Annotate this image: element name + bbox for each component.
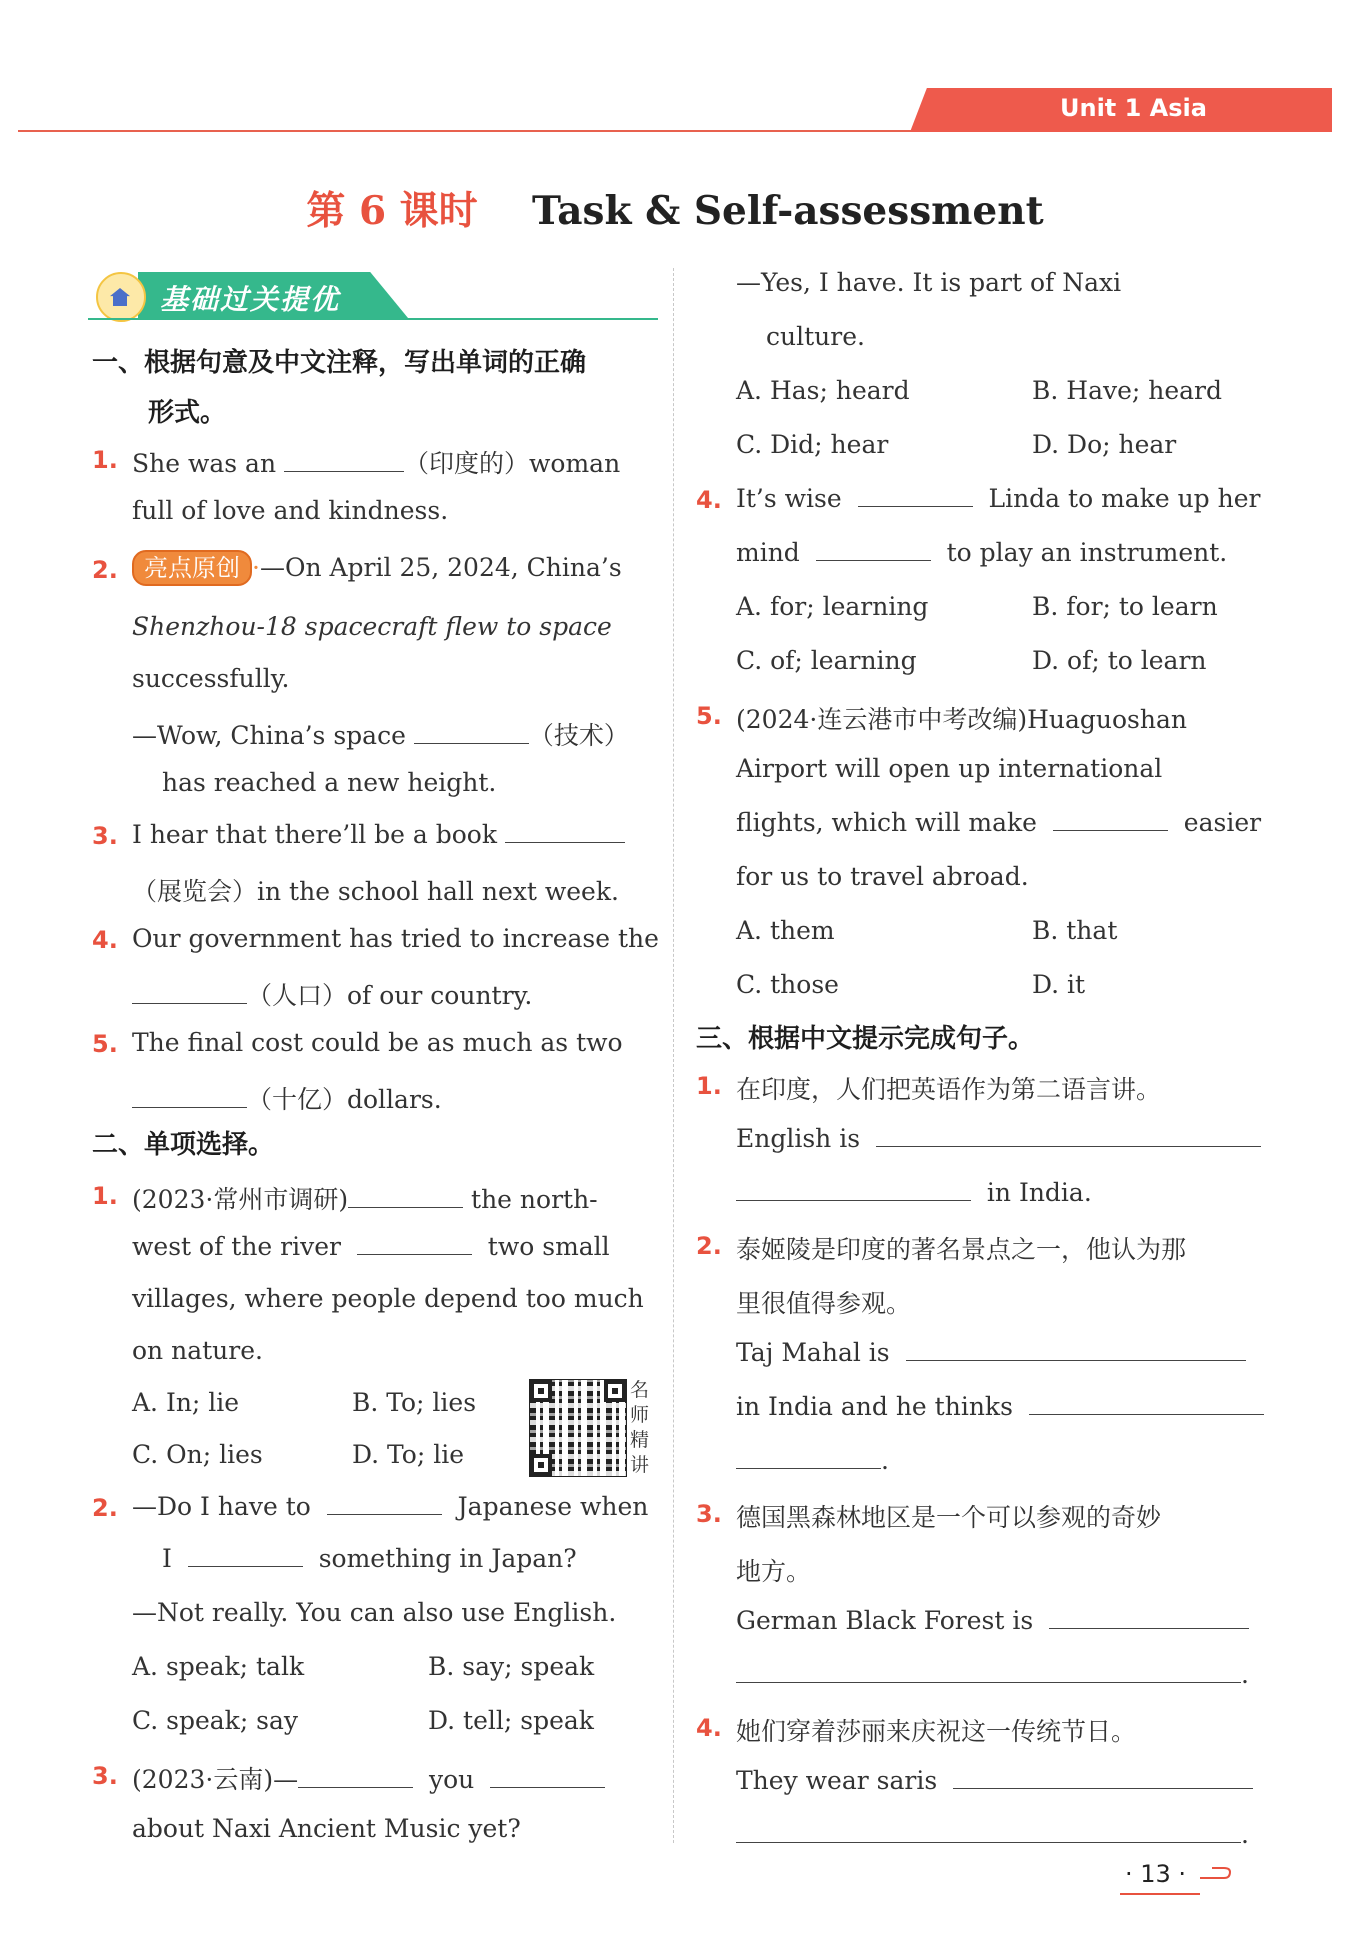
page-number-text: · 13 · [1125, 1860, 1187, 1888]
question-text [736, 1820, 1249, 1849]
question-text [736, 538, 1227, 567]
question-text [132, 820, 625, 849]
answer-blank[interactable] [298, 1765, 413, 1788]
text: in India. [986, 1178, 1092, 1207]
text: —Do I have to [132, 1492, 311, 1521]
lesson-number: 第 6 课时 [306, 188, 478, 234]
item-number: 4. [696, 1714, 722, 1742]
answer-blank[interactable] [1053, 808, 1168, 831]
qr-finder [530, 1380, 552, 1402]
question-text [736, 484, 1260, 513]
question-text [132, 1492, 648, 1521]
text: （十亿）dollars. [247, 1085, 442, 1114]
page-title [0, 180, 1350, 236]
question-text [132, 444, 620, 480]
question-text: successfully. [132, 664, 290, 693]
answer-blank[interactable] [132, 981, 247, 1004]
question-text: full of love and kindness. [132, 496, 449, 525]
answer-blank[interactable] [953, 1766, 1253, 1789]
option-c[interactable]: C. speak; say [132, 1706, 299, 1735]
question-text: (2024·连云港市中考改编)Huaguoshan [736, 705, 1187, 734]
text: （技术） [528, 721, 629, 750]
answer-blank[interactable] [816, 538, 931, 561]
answer-blank[interactable] [490, 1765, 605, 1788]
text: . [1241, 1660, 1249, 1689]
answer-blank[interactable] [736, 1446, 881, 1469]
section-1-heading-cont: 形式。 [148, 398, 227, 428]
question-text [132, 1080, 442, 1116]
option-a[interactable]: A. In; lie [132, 1388, 240, 1417]
text: something in Japan? [318, 1544, 577, 1573]
chinese-prompt: 地方。 [736, 1557, 812, 1586]
answer-blank[interactable] [876, 1124, 1261, 1147]
question-text [736, 1446, 889, 1475]
question-text: （展览会）in the school hall next week. [132, 877, 619, 906]
question-text: on nature. [132, 1336, 263, 1365]
text: （印度的）woman [404, 449, 621, 478]
page-number-rule [1120, 1893, 1200, 1895]
question-text: Shenzhou-18 spacecraft flew to space [132, 612, 612, 641]
text: easier [1183, 808, 1262, 837]
qr-finder [530, 1454, 552, 1476]
question-text [736, 1392, 1264, 1421]
text: English is [736, 1124, 861, 1153]
text: I hear that there’ll be a book [132, 820, 497, 849]
text: —On April 25, 2024, China’s [259, 553, 622, 582]
arrow-icon [1198, 1866, 1232, 1884]
answer-blank[interactable] [414, 721, 529, 744]
question-text [132, 1180, 598, 1216]
answer-blank[interactable] [188, 1544, 303, 1567]
question-text [736, 1338, 1246, 1367]
item-number: 4. [696, 486, 722, 514]
text: west of the river [132, 1232, 341, 1261]
option-c[interactable]: C. On; lies [132, 1440, 263, 1469]
option-d[interactable]: D. it [1032, 970, 1086, 999]
banner-label: 基础过关提优 [160, 283, 341, 316]
answer-blank[interactable] [736, 1178, 971, 1201]
option-a[interactable]: A. Has; heard [736, 376, 910, 405]
text: in India and he thinks [736, 1392, 1013, 1421]
text: She was an [132, 449, 277, 478]
question-text: villages, where people depend too much [132, 1284, 644, 1313]
question-text: 亮点原创 ·—On April 25, 2024, China’s [132, 550, 622, 586]
question-text [736, 1766, 1253, 1795]
question-text [132, 1760, 605, 1796]
qr-label: 名师精讲 [630, 1379, 650, 1476]
item-number: 3. [92, 1762, 118, 1790]
item-number: 4. [92, 926, 118, 954]
answer-blank[interactable] [348, 1185, 463, 1208]
item-number: 3. [92, 822, 118, 850]
option-b[interactable]: B. Have; heard [1032, 376, 1223, 405]
text: two small [487, 1232, 610, 1261]
lesson-title: Task & Self-assessment [531, 188, 1044, 234]
section-2-heading: 二、单项选择。 [92, 1130, 275, 1160]
column-divider [673, 268, 674, 1843]
question-text: about Naxi Ancient Music yet? [132, 1814, 521, 1843]
question-text: Airport will open up international [736, 754, 1163, 783]
text: . [881, 1446, 889, 1475]
text: —Wow, China’s space [132, 721, 406, 750]
text: Taj Mahal is [736, 1338, 890, 1367]
question-text: Our government has tried to increase the [132, 924, 659, 953]
page-number [1125, 1860, 1232, 1888]
chinese-prompt: 德国黑森林地区是一个可以参观的奇妙 [736, 1503, 1162, 1532]
answer-blank[interactable] [906, 1338, 1246, 1361]
question-text [736, 808, 1261, 837]
text: I [162, 1544, 172, 1573]
chinese-prompt: 在印度，人们把英语作为第二语言讲。 [736, 1075, 1162, 1104]
option-c[interactable]: C. of; learning [736, 646, 917, 675]
option-b[interactable]: B. that [1032, 916, 1118, 945]
text: . [1241, 1820, 1249, 1849]
qr-finder [604, 1380, 626, 1402]
option-d[interactable]: D. To; lie [352, 1440, 464, 1469]
answer-blank[interactable] [505, 820, 625, 843]
question-text: —Not really. You can also use English. [132, 1598, 617, 1627]
item-number: 3. [696, 1500, 722, 1528]
text: （人口）of our country. [247, 981, 533, 1010]
item-number: 1. [92, 1182, 118, 1210]
option-a[interactable]: A. for; learning [736, 592, 929, 621]
item-number: 2. [92, 556, 118, 584]
option-c[interactable]: C. those [736, 970, 839, 999]
item-number: 5. [696, 702, 722, 730]
item-number: 1. [696, 1072, 722, 1100]
answer-blank[interactable] [1029, 1392, 1264, 1415]
question-text [736, 1124, 1261, 1153]
text: German Black Forest is [736, 1606, 1034, 1635]
chinese-prompt: 泰姬陵是印度的著名景点之一，他认为那 [736, 1235, 1187, 1264]
option-d[interactable]: D. of; to learn [1032, 646, 1207, 675]
answer-blank[interactable] [132, 1085, 247, 1108]
item-number: 5. [92, 1030, 118, 1058]
question-text: The final cost could be as much as two [132, 1028, 623, 1057]
question-text [736, 1660, 1249, 1689]
answer-blank[interactable] [284, 449, 404, 472]
text: It’s wise [736, 484, 842, 513]
question-text [132, 716, 629, 752]
item-number: 2. [696, 1232, 722, 1260]
text: Japanese when [457, 1492, 649, 1521]
text: Linda to make up her [988, 484, 1261, 513]
answer-blank[interactable] [858, 484, 973, 507]
option-b[interactable]: B. for; to learn [1032, 592, 1218, 621]
text: the north- [471, 1185, 598, 1214]
option-d[interactable]: D. tell; speak [428, 1706, 594, 1735]
section-3-heading: 三、根据中文提示完成句子。 [696, 1024, 1035, 1054]
chinese-prompt: 里很值得参观。 [736, 1289, 912, 1318]
answer-blank[interactable] [1049, 1606, 1249, 1629]
chinese-prompt: 她们穿着莎丽来庆祝这一传统节日。 [736, 1717, 1137, 1746]
question-text: has reached a new height. [162, 768, 497, 797]
option-b[interactable]: B. To; lies [352, 1388, 477, 1417]
option-b[interactable]: B. say; speak [428, 1652, 595, 1681]
item-number: 1. [92, 446, 118, 474]
text: (2023·云南)— [132, 1765, 299, 1794]
unit-label: Unit 1 Asia [1060, 94, 1207, 122]
text: mind [736, 538, 800, 567]
banner-rule [88, 318, 658, 320]
question-text [162, 1544, 577, 1573]
option-a[interactable]: A. speak; talk [132, 1652, 305, 1681]
text: you [428, 1765, 475, 1794]
question-text: culture. [766, 322, 865, 351]
option-c[interactable]: C. Did; hear [736, 430, 889, 459]
answer-blank[interactable] [357, 1232, 472, 1255]
answer-blank[interactable] [327, 1492, 442, 1515]
answer-blank[interactable] [736, 1660, 1241, 1683]
option-d[interactable]: D. Do; hear [1032, 430, 1177, 459]
answer-blank[interactable] [736, 1820, 1241, 1843]
original-badge: 亮点原创 [132, 550, 252, 586]
question-text [132, 1232, 610, 1261]
section-banner [88, 268, 408, 322]
question-text: —Yes, I have. It is part of Naxi [736, 268, 1122, 297]
question-text [736, 1606, 1249, 1635]
text: flights, which will make [736, 808, 1037, 837]
qr-code[interactable] [530, 1380, 626, 1476]
option-a[interactable]: A. them [736, 916, 835, 945]
text: to play an instrument. [946, 538, 1228, 567]
text: They wear saris [736, 1766, 938, 1795]
text: (2023·常州市调研) [132, 1185, 349, 1214]
question-text [736, 1178, 1092, 1207]
question-text: for us to travel abroad. [736, 862, 1029, 891]
section-1-heading: 一、根据句意及中文注释，写出单词的正确 [92, 348, 587, 378]
item-number: 2. [92, 1494, 118, 1522]
house-icon [96, 272, 146, 322]
question-text [132, 976, 532, 1012]
